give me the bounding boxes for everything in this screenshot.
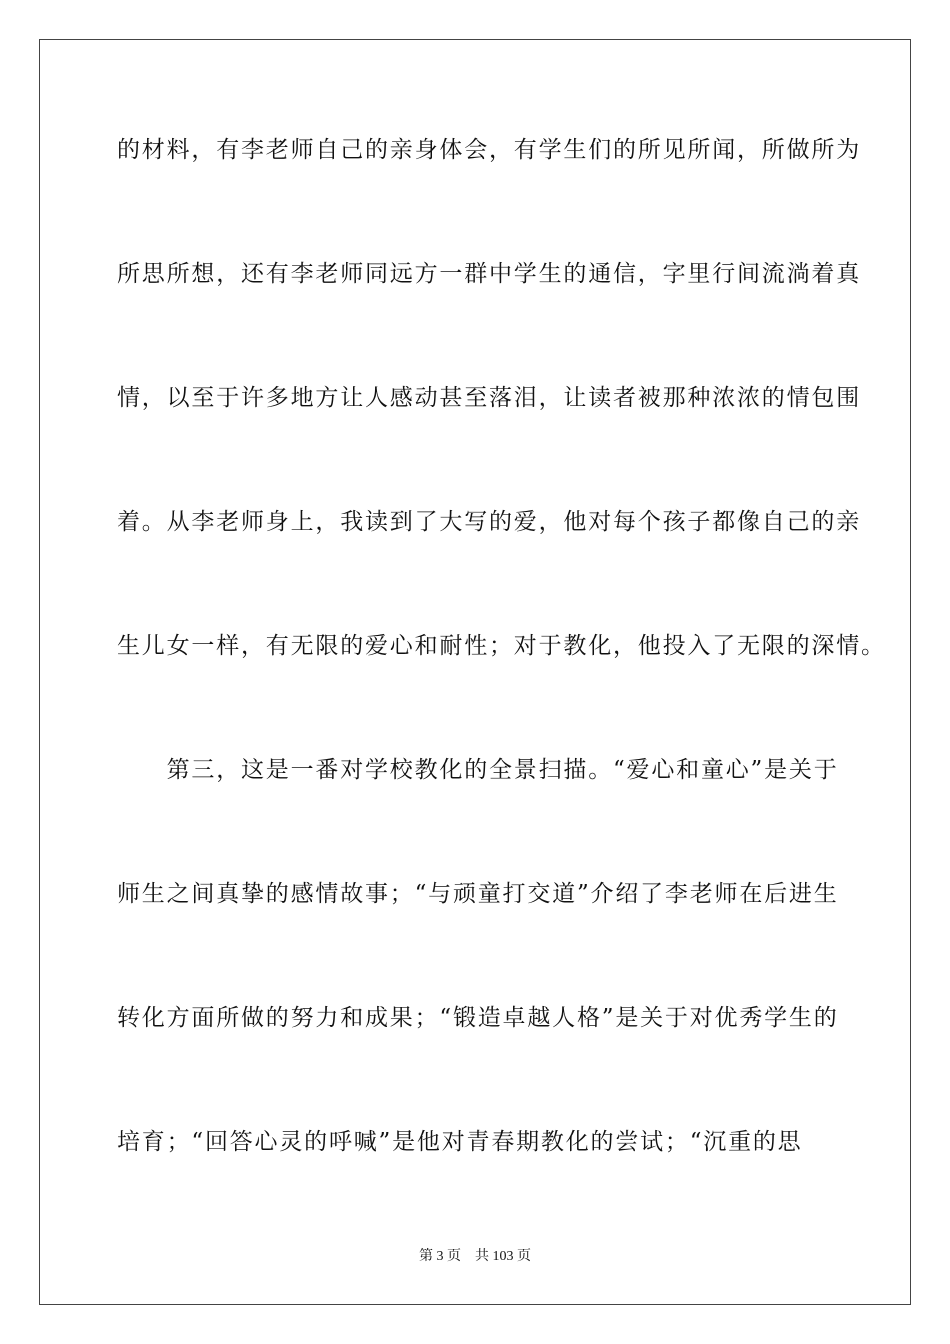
text-line-6: 第三，这是一番对学校教化的全景扫描。“爱心和童心”是关于 [117, 757, 839, 783]
text-line-7: 师生之间真挚的感情故事；“与顽童打交道”介绍了李老师在后进生 [117, 881, 839, 907]
text-line-5: 生儿女一样，有无限的爱心和耐性；对于教化，他投入了无限的深情。 [117, 633, 886, 659]
page-number: 第 3 页 [419, 1249, 461, 1264]
page-footer [0, 1248, 950, 1266]
text-line-8: 转化方面所做的努力和成果；“锻造卓越人格”是关于对优秀学生的 [117, 1005, 839, 1031]
text-line-1: 的材料，有李老师自己的亲身体会，有学生们的所见所闻，所做所为 [117, 137, 861, 163]
text-line-3: 情，以至于许多地方让人感动甚至落泪，让读者被那种浓浓的情包围 [117, 385, 861, 411]
page-border [39, 39, 911, 1305]
text-line-4: 着。从李老师身上，我读到了大写的爱，他对每个孩子都像自己的亲 [117, 509, 861, 535]
text-line-9: 培育；“回答心灵的呼喊”是他对青春期教化的尝试；“沉重的思 [117, 1129, 803, 1155]
text-line-2: 所思所想，还有李老师同远方一群中学生的通信，字里行间流淌着真 [117, 261, 861, 287]
total-pages: 共 103 页 [475, 1249, 531, 1264]
